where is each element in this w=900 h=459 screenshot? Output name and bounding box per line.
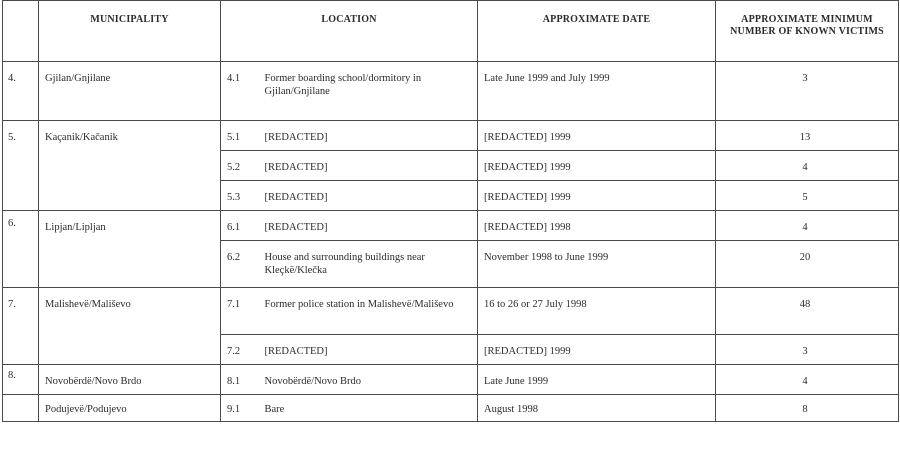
location-cell: [REDACTED] bbox=[259, 335, 478, 365]
sub-number: 7.1 bbox=[221, 288, 259, 335]
date-cell: [REDACTED] 1999 bbox=[478, 335, 716, 365]
sub-number: 6.2 bbox=[221, 241, 259, 288]
municipality-cell: Podujevë/Podujevo bbox=[39, 395, 221, 422]
victims-cell: 4 bbox=[716, 211, 899, 241]
table-row bbox=[3, 395, 899, 422]
victims-cell: 5 bbox=[716, 181, 899, 211]
location-cell: [REDACTED] bbox=[259, 211, 478, 241]
group-number bbox=[3, 395, 39, 422]
sub-number: 9.1 bbox=[221, 395, 259, 422]
header-victims: APPROXIMATE MINIMUM NUMBER OF KNOWN VICTIMS bbox=[716, 1, 899, 62]
location-cell: Former police station in Malishevë/Mališevo bbox=[259, 288, 478, 335]
table-row bbox=[3, 288, 899, 335]
table-row bbox=[3, 365, 899, 395]
table-row bbox=[3, 121, 899, 151]
victims-cell: 3 bbox=[716, 62, 899, 121]
victims-cell: 4 bbox=[716, 365, 899, 395]
header-date: APPROXIMATE DATE bbox=[478, 1, 716, 62]
municipality-cell: Malishevë/Mališevo bbox=[39, 288, 221, 365]
group-number: 7. bbox=[3, 288, 39, 365]
location-cell: [REDACTED] bbox=[259, 151, 478, 181]
location-cell: Novobërdë/Novo Brdo bbox=[259, 365, 478, 395]
victims-cell: 48 bbox=[716, 288, 899, 335]
table-row bbox=[3, 62, 899, 121]
sub-number: 5.3 bbox=[221, 181, 259, 211]
sub-number: 5.1 bbox=[221, 121, 259, 151]
location-cell: Bare bbox=[259, 395, 478, 422]
sub-number: 4.1 bbox=[221, 62, 259, 121]
victims-cell: 13 bbox=[716, 121, 899, 151]
group-number: 6. bbox=[3, 211, 39, 288]
date-cell: Late June 1999 bbox=[478, 365, 716, 395]
header-row bbox=[3, 1, 899, 62]
location-cell: House and surrounding buildings near Kleçkë/Klečka bbox=[259, 241, 478, 288]
victims-cell: 4 bbox=[716, 151, 899, 181]
victims-cell: 8 bbox=[716, 395, 899, 422]
municipality-cell: Lipjan/Lipljan bbox=[39, 211, 221, 288]
sub-number: 8.1 bbox=[221, 365, 259, 395]
victims-cell: 20 bbox=[716, 241, 899, 288]
date-cell: 16 to 26 or 27 July 1998 bbox=[478, 288, 716, 335]
date-cell: [REDACTED] 1999 bbox=[478, 151, 716, 181]
group-number: 8. bbox=[3, 365, 39, 395]
location-cell: [REDACTED] bbox=[259, 121, 478, 151]
date-cell: [REDACTED] 1999 bbox=[478, 181, 716, 211]
location-cell: [REDACTED] bbox=[259, 181, 478, 211]
date-cell: November 1998 to June 1999 bbox=[478, 241, 716, 288]
date-cell: [REDACTED] 1998 bbox=[478, 211, 716, 241]
table-row bbox=[3, 211, 899, 241]
municipality-cell: Novobërdë/Novo Brdo bbox=[39, 365, 221, 395]
date-cell: [REDACTED] 1999 bbox=[478, 121, 716, 151]
sub-number: 7.2 bbox=[221, 335, 259, 365]
victims-table bbox=[2, 0, 899, 422]
group-number: 5. bbox=[3, 121, 39, 211]
location-cell: Former boarding school/dormitory in Gjilan/Gnjilane bbox=[259, 62, 478, 121]
sub-number: 6.1 bbox=[221, 211, 259, 241]
sub-number: 5.2 bbox=[221, 151, 259, 181]
date-cell: August 1998 bbox=[478, 395, 716, 422]
header-municipality: MUNICIPALITY bbox=[39, 1, 221, 62]
header-blank bbox=[3, 1, 39, 62]
date-cell: Late June 1999 and July 1999 bbox=[478, 62, 716, 121]
municipality-cell: Kaçanik/Kačanik bbox=[39, 121, 221, 211]
header-location: LOCATION bbox=[221, 1, 478, 62]
victims-cell: 3 bbox=[716, 335, 899, 365]
group-number: 4. bbox=[3, 62, 39, 121]
municipality-cell: Gjilan/Gnjilane bbox=[39, 62, 221, 121]
